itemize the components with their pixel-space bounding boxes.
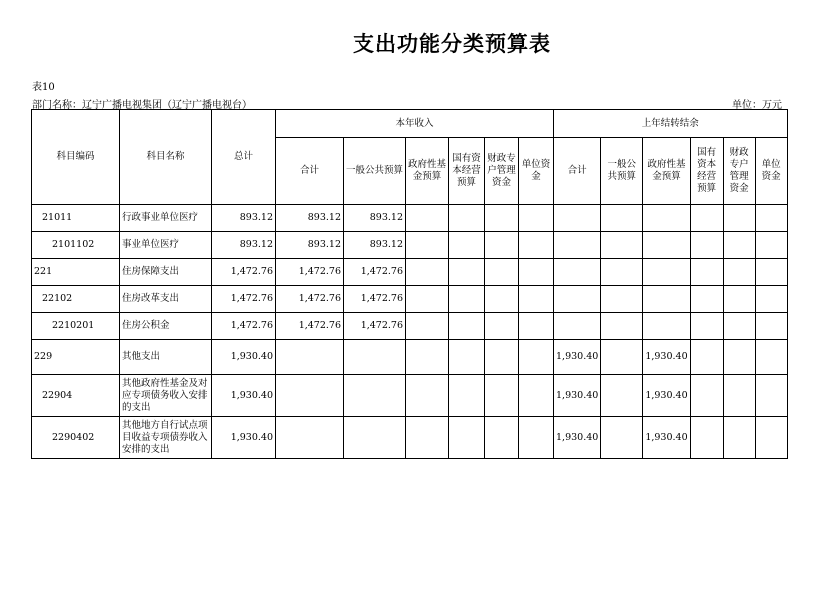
header-total: 总计 — [212, 110, 276, 205]
table-row — [32, 340, 788, 375]
row-total: 1,930.40 — [212, 375, 276, 417]
row-cy-total — [276, 375, 344, 417]
header-cy-special: 财政专户管理资金 — [485, 138, 519, 205]
row-ly-total: 1,930.40 — [554, 417, 601, 459]
table-row — [32, 417, 788, 459]
row-cy-gov-fund — [406, 232, 449, 259]
row-ly-special — [723, 205, 755, 232]
row-ly-unit — [755, 232, 787, 259]
row-ly-unit — [755, 340, 787, 375]
row-ly-general — [601, 375, 643, 417]
row-ly-special — [723, 417, 755, 459]
row-cy-gov-fund — [406, 313, 449, 340]
row-ly-unit — [755, 375, 787, 417]
row-cy-general — [344, 417, 406, 459]
row-ly-total — [554, 286, 601, 313]
row-cy-general: 1,472.76 — [344, 313, 406, 340]
row-ly-gov-fund — [643, 286, 690, 313]
row-name: 住房公积金 — [120, 313, 212, 340]
row-ly-unit — [755, 259, 787, 286]
row-cy-state-capital — [449, 375, 485, 417]
department-name: 部门名称：辽宁广播电视集团（辽宁广播电视台） — [32, 100, 252, 111]
header-cy-unit: 单位资金 — [519, 138, 554, 205]
header-code: 科目编码 — [32, 110, 120, 205]
row-ly-special — [723, 259, 755, 286]
row-ly-state-capital — [690, 232, 723, 259]
row-ly-unit — [755, 286, 787, 313]
row-cy-gov-fund — [406, 375, 449, 417]
header-current-year: 本年收入 — [276, 110, 554, 138]
row-ly-gov-fund — [643, 205, 690, 232]
header-cy-general: 一般公共预算 — [344, 138, 406, 205]
row-cy-state-capital — [449, 205, 485, 232]
row-name: 其他支出 — [120, 340, 212, 375]
table-row — [32, 286, 788, 313]
row-total: 1,472.76 — [212, 286, 276, 313]
row-name: 行政事业单位医疗 — [120, 205, 212, 232]
row-cy-state-capital — [449, 232, 485, 259]
row-cy-gov-fund — [406, 259, 449, 286]
table-number: 表10 — [32, 82, 55, 93]
row-ly-total: 1,930.40 — [554, 375, 601, 417]
row-total: 893.12 — [212, 232, 276, 259]
row-cy-total — [276, 417, 344, 459]
row-ly-special — [723, 313, 755, 340]
row-ly-total: 1,930.40 — [554, 340, 601, 375]
row-ly-unit — [755, 313, 787, 340]
header-ly-special: 财政专户管理资金 — [723, 138, 755, 205]
row-ly-state-capital — [690, 259, 723, 286]
row-ly-state-capital — [690, 340, 723, 375]
header-cy-gov-fund: 政府性基金预算 — [406, 138, 449, 205]
row-ly-total — [554, 232, 601, 259]
row-ly-unit — [755, 205, 787, 232]
row-name: 住房改革支出 — [120, 286, 212, 313]
table-row — [32, 259, 788, 286]
row-cy-special — [485, 205, 519, 232]
row-cy-state-capital — [449, 259, 485, 286]
budget-table — [31, 109, 788, 459]
row-code: 221 — [32, 259, 120, 286]
row-ly-state-capital — [690, 286, 723, 313]
row-ly-general — [601, 340, 643, 375]
row-ly-general — [601, 417, 643, 459]
row-cy-gov-fund — [406, 286, 449, 313]
header-ly-total: 合计 — [554, 138, 601, 205]
row-cy-unit — [519, 286, 554, 313]
row-ly-general — [601, 232, 643, 259]
row-ly-general — [601, 313, 643, 340]
row-code: 229 — [32, 340, 120, 375]
row-cy-state-capital — [449, 417, 485, 459]
row-cy-general — [344, 340, 406, 375]
row-cy-special — [485, 259, 519, 286]
row-cy-unit — [519, 205, 554, 232]
row-cy-special — [485, 232, 519, 259]
header-cy-state-capital: 国有资本经营预算 — [449, 138, 485, 205]
row-cy-state-capital — [449, 286, 485, 313]
row-code: 21011 — [32, 205, 120, 232]
row-code: 2101102 — [32, 232, 120, 259]
row-cy-unit — [519, 313, 554, 340]
table-row — [32, 313, 788, 340]
row-total: 1,930.40 — [212, 340, 276, 375]
row-cy-total: 1,472.76 — [276, 313, 344, 340]
header-ly-state-capital: 国有资本经营预算 — [690, 138, 723, 205]
row-cy-gov-fund — [406, 205, 449, 232]
row-ly-unit — [755, 417, 787, 459]
row-cy-general: 1,472.76 — [344, 286, 406, 313]
table-row — [32, 232, 788, 259]
page-title: 支出功能分类预算表 — [353, 32, 551, 56]
row-ly-gov-fund: 1,930.40 — [643, 375, 690, 417]
table-row — [32, 205, 788, 232]
row-code: 2210201 — [32, 313, 120, 340]
row-code: 2290402 — [32, 417, 120, 459]
row-cy-total: 893.12 — [276, 205, 344, 232]
header-name: 科目名称 — [120, 110, 212, 205]
row-ly-gov-fund: 1,930.40 — [643, 417, 690, 459]
row-ly-gov-fund: 1,930.40 — [643, 340, 690, 375]
row-total: 1,472.76 — [212, 259, 276, 286]
row-ly-total — [554, 313, 601, 340]
row-ly-state-capital — [690, 313, 723, 340]
header-ly-unit: 单位资金 — [755, 138, 787, 205]
row-code: 22102 — [32, 286, 120, 313]
row-name: 事业单位医疗 — [120, 232, 212, 259]
row-cy-unit — [519, 259, 554, 286]
row-cy-unit — [519, 232, 554, 259]
header-ly-general: 一般公共预算 — [601, 138, 643, 205]
row-ly-state-capital — [690, 375, 723, 417]
header-ly-gov-fund: 政府性基金预算 — [643, 138, 690, 205]
row-cy-special — [485, 417, 519, 459]
row-ly-state-capital — [690, 205, 723, 232]
row-cy-state-capital — [449, 340, 485, 375]
row-ly-total — [554, 205, 601, 232]
row-ly-special — [723, 340, 755, 375]
row-cy-special — [485, 286, 519, 313]
row-name: 住房保障支出 — [120, 259, 212, 286]
row-cy-general: 893.12 — [344, 232, 406, 259]
row-cy-total: 1,472.76 — [276, 286, 344, 313]
row-cy-unit — [519, 375, 554, 417]
row-ly-total — [554, 259, 601, 286]
row-ly-gov-fund — [643, 313, 690, 340]
row-ly-special — [723, 375, 755, 417]
row-cy-general: 1,472.76 — [344, 259, 406, 286]
table-row — [32, 375, 788, 417]
row-ly-general — [601, 259, 643, 286]
row-cy-gov-fund — [406, 340, 449, 375]
row-cy-general — [344, 375, 406, 417]
row-ly-general — [601, 286, 643, 313]
row-cy-gov-fund — [406, 417, 449, 459]
row-cy-unit — [519, 417, 554, 459]
unit-label: 单位：万元 — [732, 100, 782, 111]
row-total: 1,930.40 — [212, 417, 276, 459]
row-cy-total: 893.12 — [276, 232, 344, 259]
row-name: 其他地方自行试点项目收益专项债券收入安排的支出 — [120, 417, 212, 459]
row-total: 893.12 — [212, 205, 276, 232]
header-last-year: 上年结转结余 — [554, 110, 788, 138]
header-cy-total: 合计 — [276, 138, 344, 205]
row-code: 22904 — [32, 375, 120, 417]
row-ly-state-capital — [690, 417, 723, 459]
row-cy-general: 893.12 — [344, 205, 406, 232]
row-cy-special — [485, 313, 519, 340]
row-cy-special — [485, 375, 519, 417]
row-cy-special — [485, 340, 519, 375]
row-ly-special — [723, 286, 755, 313]
row-ly-gov-fund — [643, 259, 690, 286]
row-total: 1,472.76 — [212, 313, 276, 340]
row-cy-state-capital — [449, 313, 485, 340]
row-ly-general — [601, 205, 643, 232]
row-ly-gov-fund — [643, 232, 690, 259]
row-cy-total — [276, 340, 344, 375]
row-ly-special — [723, 232, 755, 259]
row-name: 其他政府性基金及对应专项债务收入安排的支出 — [120, 375, 212, 417]
row-cy-total: 1,472.76 — [276, 259, 344, 286]
row-cy-unit — [519, 340, 554, 375]
